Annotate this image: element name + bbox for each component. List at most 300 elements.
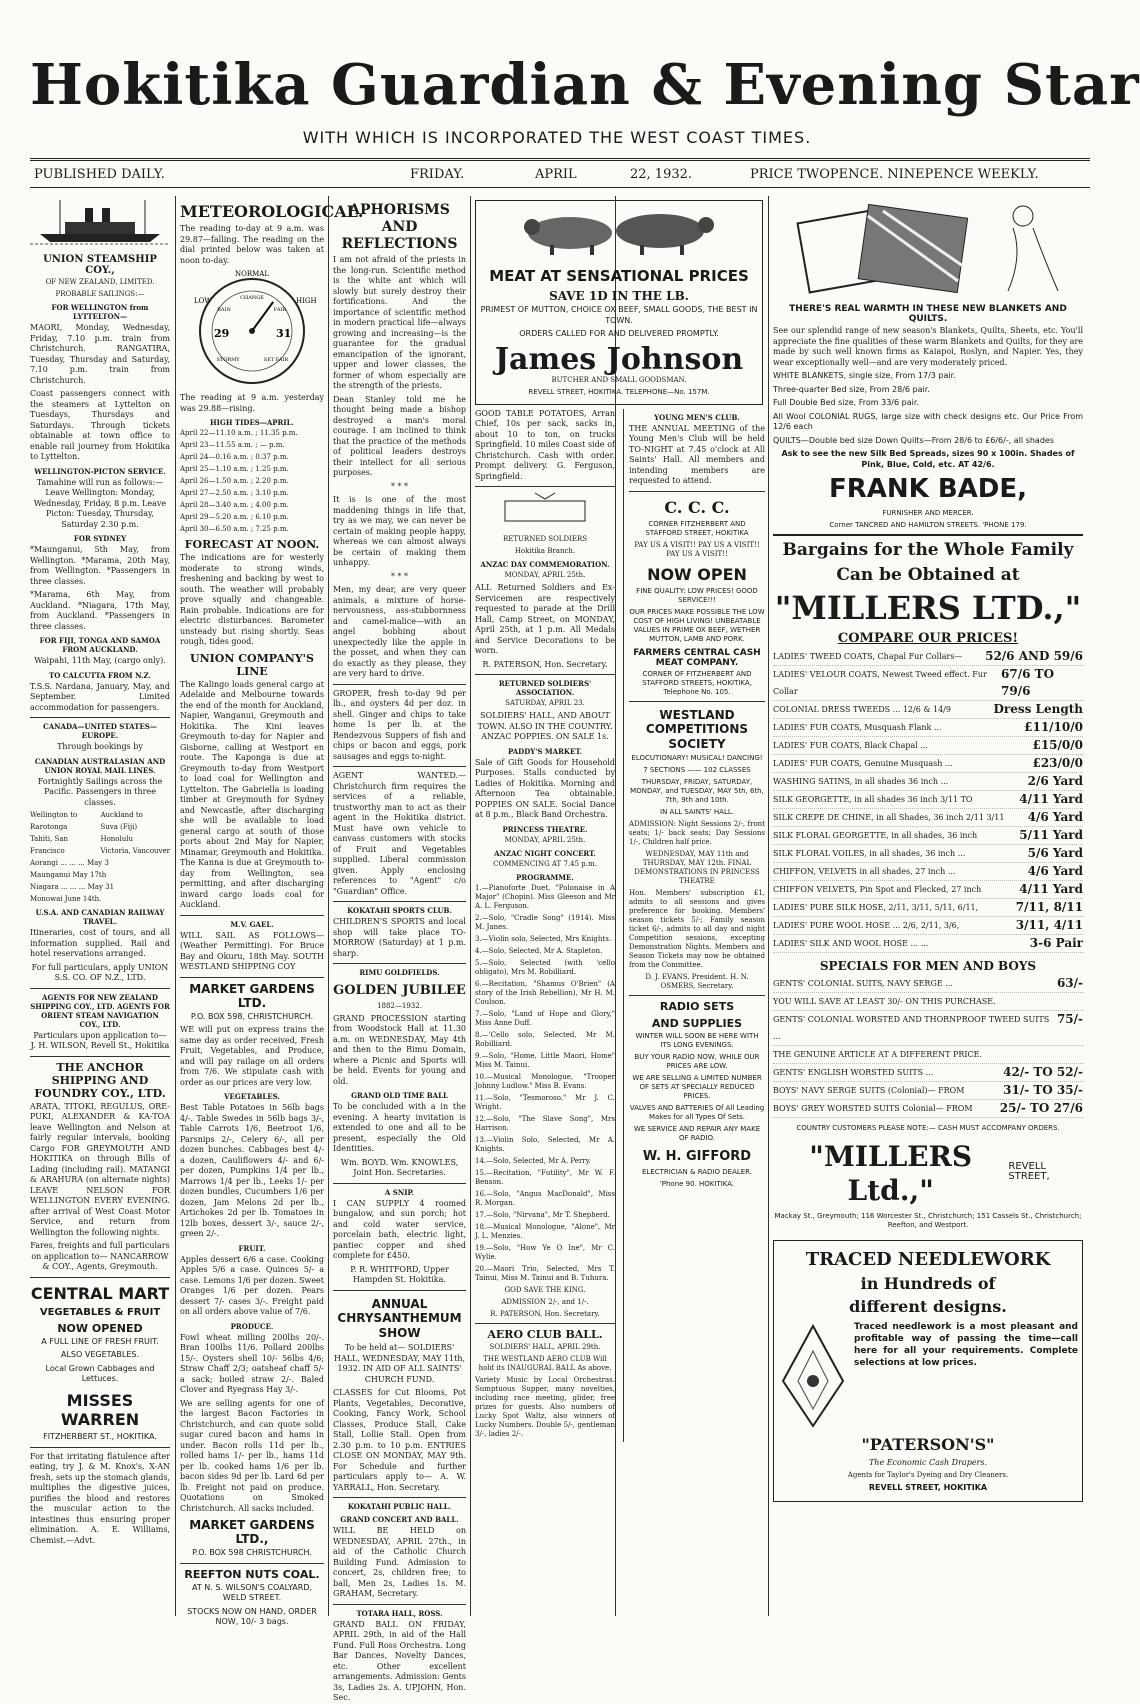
groper-advert: GROPER, fresh to-day 9d per lb., and oysters 4d per doz. in shell. Ginger and chips to take home 1s per lb. at the Rendezvous Suppers of fish and chips or bacon and eggs, pork sausages and eggs to-night. bbox=[333, 688, 466, 761]
dial-number: 31 bbox=[276, 327, 292, 341]
company-subname: OF NEW ZEALAND, LIMITED. bbox=[45, 278, 155, 286]
paddys-market-heading: PADDY'S MARKET. bbox=[507, 746, 583, 756]
specials-heading: SPECIALS FOR MEN AND BOYS bbox=[819, 959, 1037, 974]
blanket-price: WHITE BLANKETS, single size, From 17/3 pair. bbox=[773, 371, 956, 380]
price-item: BOYS' GREY WORSTED SUITS Colonial— FROM bbox=[773, 1104, 973, 1114]
competitions-venue: IN ALL SAINTS' HALL. bbox=[660, 808, 734, 817]
gael-heading: M.V. GAEL. bbox=[230, 919, 274, 929]
now-open-heading: NOW OPEN bbox=[647, 564, 747, 584]
canada-text-2: Fortnightly Sailings across the Pacific. Passengers in three classes. bbox=[37, 776, 163, 807]
route-right: Honolulu bbox=[100, 835, 134, 843]
dial-label: NORMAL bbox=[234, 270, 270, 279]
anzac-text: ALL Returned Soldiers and Ex-Servicemen are respectively requested to parade at the Drill Hall, Camp Street, on MONDAY, April 25th, at 1 p.m. All Medals and Service Decorations to be worn. bbox=[475, 583, 615, 655]
barometer-dial bbox=[180, 269, 324, 389]
kokatahi-sports-text: CHILDREN'S SPORTS and local shop will take place TO-MORROW (Saturday) at 1 p.m. sharp. bbox=[333, 917, 466, 958]
millers-street: REVELL STREET, bbox=[1008, 1160, 1050, 1183]
anzac-date: MONDAY, APRIL 25th. bbox=[504, 571, 586, 579]
price-row bbox=[773, 1082, 1083, 1100]
patersons-agents: Agents for Taylor's Dyeing and Dry Cleaners. bbox=[847, 1471, 1009, 1480]
column-weather bbox=[180, 196, 364, 1627]
dial-label: STORMY bbox=[216, 357, 240, 364]
needlework-heading-2: in Hundreds of bbox=[860, 1274, 996, 1294]
competitions-admission: ADMISSION: Night Sessions 2/-, front seats; 1/- back seats; Day Sessions 1/-, Children half price. bbox=[629, 820, 765, 847]
meat-heading: MEAT AT SENSATIONAL PRICES bbox=[489, 267, 749, 285]
meat-save: SAVE 1D IN THE LB. bbox=[549, 289, 689, 303]
james-johnson: James Johnson bbox=[494, 341, 744, 377]
market-gardens-address-2: P.O. BOX 598 CHRISTCHURCH. bbox=[192, 1548, 312, 1558]
ship-date: Maunganui May 17th bbox=[30, 871, 107, 879]
price-value: 4/6 Yard bbox=[1027, 864, 1083, 879]
meat-text-2: ORDERS CALLED FOR AND DELIVERED PROMPTLY. bbox=[519, 329, 719, 338]
dateline-price: PRICE TWOPENCE. NINEPENCE WEEKLY. bbox=[750, 167, 1039, 182]
price-row bbox=[773, 899, 1083, 917]
tide-row: April 26—1.50 a.m. ; 2.20 p.m. bbox=[180, 477, 289, 486]
jubilee-years: 1882—1932. bbox=[377, 1001, 422, 1010]
blankets-illustration bbox=[773, 196, 1083, 296]
programme-heading: PROGRAMME. bbox=[516, 872, 574, 882]
price-item: SILK FLORAL GEORGETTE, in all shades, 36 inch bbox=[773, 831, 978, 841]
dateline bbox=[30, 158, 1090, 188]
aphorisms-text: I am not afraid of the priests in the long-run. Scientific method is the white ant which will slowly but surely destroy their fortifications. And the importance of scientific method in modern practical life—always growing and increasing—is the guarantee for the gradual emancipation of the ignorant, upper and lower classes, the former of whom especially are the strength of the priests. bbox=[333, 255, 466, 391]
ccc-heading: C. C. C. bbox=[664, 497, 730, 517]
steamship-icon bbox=[30, 196, 170, 246]
column-drapery bbox=[773, 196, 1083, 1616]
competitions-demonstrations: WEDNESDAY, MAY 11th and THURSDAY, MAY 12th. FINAL DEMONSTRATIONS IN PRINCESS THEATRE bbox=[634, 850, 760, 886]
price-item: SILK GEORGETTE, in all shades 36 inch 3/11 TO bbox=[773, 795, 973, 805]
programme-item: 13.—Violin Solo, Selected, Mr A. Knights. bbox=[475, 1135, 615, 1153]
price-value: 5/11 Yard bbox=[1019, 828, 1083, 843]
jubilee-text: GRAND PROCESSION starting from Woodstock Hall at 11.30 a.m. on WEDNESDAY, May 4th and then to the Rimu Domain, where a Picnic and Sports will be held. Events for young and old. bbox=[333, 1013, 466, 1086]
needlework-pattern-icon bbox=[778, 1321, 848, 1431]
market-gardens-heading-2: MARKET GARDENS LTD., bbox=[189, 1518, 315, 1547]
price-row bbox=[773, 791, 1083, 809]
price-value: 4/11 Yard bbox=[1019, 792, 1083, 807]
programme-item: 8.—'Cello solo, Selected, Mr M. Robilliard. bbox=[475, 1030, 615, 1048]
canada-lines-heading: CANADIAN AUSTRALASIAN AND UNION ROYAL MAIL LINES. bbox=[34, 756, 166, 775]
subcolumn-right bbox=[623, 409, 765, 1442]
tide-row: April 29—5.20 a.m. ; 6.10 p.m. bbox=[180, 513, 289, 522]
column-meat-and-events bbox=[475, 196, 765, 1616]
price-value: 52/6 AND 59/6 bbox=[985, 649, 1083, 664]
old-time-ball-heading: GRAND OLD TIME BALL bbox=[351, 1091, 448, 1101]
price-item: GENTS' COLONIAL WORSTED AND THORNPROOF TWEED SUITS ... bbox=[773, 1015, 1050, 1042]
programme-item: 12.—Solo, "The Slave Song", Mrs Harrison. bbox=[475, 1114, 615, 1132]
programme-item: 3.—Violin solo, Selected, Mrs Knights. bbox=[475, 934, 612, 943]
met-text-2: The reading at 9 a.m. yesterday was 29.88—rising. bbox=[180, 393, 324, 413]
price-item: BOYS' NAVY SERGE SUITS (Colonial)— FROM bbox=[773, 1086, 965, 1096]
price-row bbox=[773, 737, 1083, 755]
misses-warren: MISSES WARREN bbox=[60, 1390, 140, 1429]
totara-hall-heading: TOTARA HALL, ROSS. bbox=[356, 1608, 443, 1618]
millers-heading-2: "MILLERS Ltd.," bbox=[809, 1140, 973, 1207]
dial-label: CHANGE bbox=[240, 295, 264, 302]
rsa-date: SATURDAY, APRIL 23. bbox=[505, 699, 585, 707]
price-row bbox=[773, 648, 1083, 666]
route-left: Francisco bbox=[30, 847, 65, 855]
price-row bbox=[773, 1100, 1083, 1118]
central-mart-text-3: Local Grown Cabbages and Lettuces. bbox=[45, 1363, 155, 1384]
chrysanthemum-text-2: CLASSES for Cut Blooms, Pot Plants, Vegetables, Decorative, Cooking, Fancy Work, School Classes, Produce Stall, Cake Stall, Lollie Stall. Open from 2.30 p.m. to 10 p.m. ENTRIES CLOSE ON MONDAY, MAY 9th. For Schedule and further particulars apply to— A. W. YARRALL, Hon. Secretary. bbox=[333, 1388, 466, 1492]
competitions-sections: 7 SECTIONS —— 102 CLASSES bbox=[643, 766, 751, 775]
price-value: 31/- TO 35/- bbox=[1003, 1083, 1083, 1098]
blanket-price: Full Double Bed size, From 33/6 pair. bbox=[773, 398, 919, 407]
meat-advert bbox=[475, 200, 763, 405]
route-right: Auckland to bbox=[100, 811, 143, 819]
james-johnson-trade: BUTCHER AND SMALL GOODSMAN. bbox=[551, 375, 687, 384]
tide-row: April 22—11.10 a.m. ; 11.35 p.m. bbox=[180, 429, 298, 438]
aero-club-heading: AERO CLUB BALL. bbox=[487, 1327, 603, 1341]
wellington-picton-heading: WELLINGTON-PICTON SERVICE. bbox=[34, 466, 166, 476]
price-item: LADIES' FUR COATS, Genuine Musquash ... bbox=[773, 759, 953, 769]
canada-text: Through bookings by bbox=[57, 742, 143, 751]
price-value: £11/10/0 bbox=[1024, 720, 1083, 735]
warmth-heading: THERE'S REAL WARMTH IN THESE NEW BLANKETS AND QUILTS. bbox=[789, 304, 1067, 324]
fruit-text: Apples dessert 6/6 a case. Cooking Apples 5/6 a case. Quinces 5/- a case. Lemons 1/6 per dozen. Sweet Oranges 1/6 per dozen. Pears dessert 7/- cases 3/-. Freight paid on all orders above value of 7/6. bbox=[180, 1254, 324, 1317]
programme-item: 10.—Musical Monologue, "Trooper Johnny Ludlow." Miss B. Evans. bbox=[475, 1072, 615, 1090]
column-rule bbox=[175, 196, 176, 1616]
vegetables-heading: VEGETABLES. bbox=[224, 1092, 280, 1102]
central-mart-sub-2: NOW OPENED bbox=[57, 1321, 143, 1335]
price-value: 4/6 Yard bbox=[1027, 810, 1083, 825]
compare-heading: COMPARE OUR PRICES! bbox=[837, 631, 1019, 647]
price-row bbox=[773, 701, 1083, 719]
agents-text: Particulars upon application to— J. H. WILSON, Revell St., Hokitika bbox=[30, 1030, 170, 1050]
dial-label: LOW bbox=[194, 297, 212, 306]
price-item: LADIES' PURE WOOL HOSE ... 2/6, 2/11, 3/6, bbox=[773, 921, 960, 931]
programme-item: 2.—Solo, "Cradle Song" (1914). Miss M. Janes. bbox=[475, 913, 615, 931]
produce-text-2: We are selling agents for one of the largest Bacon Factories in Christchurch, and can quote solid sugar cured bacon and hams in under. Bacon rolls 11d per lb., rolled hams 1/- per lb., hams 11d per lb. cooked hams 1/6 per lb. bacon sides 9d per lb. Lard 6d per lb. Freight not paid on produce. Quotations on Smoked Christchurch. All sacks included. bbox=[180, 1398, 324, 1513]
meat-text: PRIMEST OF MUTTON, CHOICE OX BEEF, SMALL GOODS, THE BEST IN TOWN. bbox=[480, 305, 758, 325]
paddys-market-text: Sale of Gift Goods for Household Purposes. Stalls conducted by Ladies of Hokitika. Morning and Afternoon Tea obtainable. POPPIES ON SALE. Social Dance at 8 p.m., Black Band Orchestra. bbox=[475, 757, 615, 819]
central-mart-heading: CENTRAL MART bbox=[30, 1283, 170, 1303]
competitions-dates: THURSDAY, FRIDAY, SATURDAY, MONDAY, and TUESDAY, MAY 5th, 6th, 7th, 9th and 10th. bbox=[630, 778, 764, 805]
produce-heading: PRODUCE. bbox=[230, 1321, 274, 1331]
chrysanthemum-text: To be held at— SOLDIERS' HALL, WEDNESDAY, MAY 11th, 1932. IN AID OF ALL SAINTS' CHURCH FUND. bbox=[333, 1343, 466, 1384]
now-open-text-2: OUR PRICES MAKE POSSIBLE THE LOW COST OF HIGH LIVING! UNBEATABLE VALUES IN PRIME OX BEEF, WETHER MUTTON, LAMB AND PORK. bbox=[629, 607, 765, 643]
competitions-text: ELOCUTIONARY! MUSICAL! DANCING! bbox=[631, 754, 763, 763]
forecast-heading: FORECAST AT NOON. bbox=[184, 538, 320, 552]
price-row bbox=[773, 917, 1083, 935]
agents-heading: AGENTS FOR NEW ZEALAND SHIPPING COY., LTD. AGENTS FOR ORIENT STEAM NAVIGATION COY., LTD. bbox=[30, 992, 170, 1029]
dateline-day: FRIDAY. bbox=[410, 167, 465, 182]
vegetables-text: Best Table Potatoes in 56lb bags 4/-. Table Swedes in 56lb bags 3/-, Table Carrots 1/6, Beetroot 1/6, Parsnips 2/-, Celery 6/-, all per dozen bunches. Cabbages best 4/- a dozen, Cauliflowers 4/- and 6/- per dozen, Pumpkins 1/4 per lb., Marrows 1/4 per lb., Leeks 1/- per dozen bundles, Cucumbers 1/6 per dozen, Jam Melons 2d per lb., Artichokes 2d per lb. Tomatoes in 12lb boxes, dessert 3/-, sauce 2/-, green 2/-. bbox=[180, 1103, 324, 1239]
price-value: 63/- bbox=[1056, 976, 1083, 991]
kokatahi-sports-heading: KOKATAHI SPORTS CLUB. bbox=[347, 906, 452, 916]
millers-heading: "MILLERS LTD.," bbox=[774, 588, 1082, 627]
dial-label: FAIR bbox=[273, 307, 287, 314]
sailings-text-2: Coast passengers connect with the steamers at Lyttelton on Tuesdays, Thursdays and Saturdays. Through tickets obtainable at town office to enable rail journey from Hokitika to Lyttelton. bbox=[30, 389, 170, 461]
programme-item: 5.—Solo, Selected (with 'cello obligato), Mrs M. Robilliard. bbox=[475, 958, 615, 976]
price-row bbox=[773, 755, 1083, 773]
radio-text: WINTER WILL SOON BE HERE WITH ITS LONG EVENINGS. bbox=[635, 1032, 759, 1050]
price-item: LADIES' SILK AND WOOL HOSE ... ... bbox=[773, 939, 929, 949]
programme-item: 19.—Solo, "How Ye O Ine", Mr C. Wylie. bbox=[475, 1243, 615, 1261]
calcutta-heading: TO CALCUTTA FROM N.Z. bbox=[49, 670, 151, 680]
price-item: LADIES' VELOUR COATS, Newest Tweed effect. Fur Collar bbox=[773, 670, 987, 697]
column-rule bbox=[768, 196, 769, 1616]
rsa-text: SOLDIERS' HALL, AND ABOUT TOWN. ALSO IN THE COUNTRY. ANZAC POPPIES. ON SALE 1s. bbox=[477, 711, 613, 741]
price-item: THE GENUINE ARTICLE AT A DIFFERENT PRICE. bbox=[773, 1050, 983, 1060]
aero-club-date: SOLDIERS' HALL, APRIL 29th. bbox=[489, 1342, 601, 1351]
radio-text-5: WE SERVICE AND REPAIR ANY MAKE OF RADIO. bbox=[633, 1125, 761, 1143]
split-subcolumns bbox=[475, 409, 765, 1442]
column-rule bbox=[470, 196, 471, 1616]
frank-bade: FRANK BADE, bbox=[828, 474, 1028, 504]
programme-item: 14.—Solo, Selected, Mr A. Perry. bbox=[475, 1156, 591, 1165]
price-item: GENTS' COLONIAL SUITS, NAVY SERGE ... bbox=[773, 979, 953, 989]
sydney-text: *Maunganui, 5th May, from Wellington. *Marama, 20th May, from Wellington. *Passengers in three classes. bbox=[30, 545, 170, 586]
ship-date: Monowai June 14th. bbox=[30, 895, 102, 903]
market-gardens-text: WE will put on express trains the same day as order received, Fresh Fruit, Vegetables, and Produce, and will pay railage on all orders from 7/6. We stipulate cash with order as our prices are very low. bbox=[180, 1025, 324, 1087]
subcolumn-left bbox=[475, 409, 615, 1442]
met-text: The reading to-day at 9 a.m. was 29.87—falling. The reading on the dial printed below was taken at noon to-day. bbox=[180, 224, 324, 265]
price-item: LADIES' PURE SILK HOSE, 2/11, 3/11, 5/11, 6/11, bbox=[773, 903, 979, 913]
anzac-signature: R. PATERSON, Hon. Secretary. bbox=[482, 659, 608, 669]
competitions-heading: WESTLAND COMPETITIONS SOCIETY bbox=[645, 707, 749, 751]
price-item: CHIFFON, VELVETS in all shades, 27 inch ... bbox=[773, 867, 956, 877]
price-item: WASHING SATINS, in all shades 36 inch ... bbox=[773, 777, 949, 787]
blanket-price: QUILTS—Double bed size Down Quilts—From 28/6 to £6/6/-, all shades bbox=[773, 435, 1055, 445]
tide-row: April 27—2.50 a.m. ; 3.10 p.m. bbox=[180, 489, 289, 498]
price-item: GENTS' ENGLISH WORSTED SUITS ... bbox=[773, 1068, 934, 1078]
programme-item: 16.—Solo, "Angus MacDonald", Miss R. Morgan. bbox=[475, 1189, 615, 1207]
route-left: Rarotonga bbox=[30, 823, 68, 831]
price-value: 25/- TO 27/6 bbox=[999, 1101, 1083, 1116]
blanket-price: All Wool COLONIAL RUGS, large size with check designs etc. Our Price From 12/6 each bbox=[773, 411, 1083, 431]
price-value: 75/- bbox=[1056, 1012, 1083, 1027]
programme-item: 11.—Solo, "Tesmoroso." Mr J. C. Wright. bbox=[475, 1093, 615, 1111]
farmers-meat-address: CORNER OF FITZHERBERT AND STAFFORD STREETS, HOKITIKA, Telephone No. 105. bbox=[642, 669, 752, 696]
aphorisms-heading: APHORISMS AND REFLECTIONS bbox=[341, 202, 458, 252]
snip-text: I CAN SUPPLY 4 roomed bungalow, and sun porch; hot and cold water service, porcelain bath, electric light, pantiec copper and shed complete for £450. bbox=[333, 1198, 466, 1261]
programme-item: 15.—Recitation, "Futility", Mr W. F. Benson. bbox=[475, 1168, 615, 1186]
agent-wanted-advert: AGENT WANTED.—Christchurch firm requires the services of a reliable, trustworthy man to act as their agent in the Hokitika district. Must have own vehicle to canvass customers with stocks of Fruit and Vegetables supplied. Liberal commission given. Apply enclosing references to "Agent" c/o "Guardian" Office. bbox=[333, 771, 466, 896]
sailings-subheading: FOR WELLINGTON from LYTTELTON— bbox=[51, 303, 149, 321]
calcutta-text: T.S.S. Nardana, January, May, and September. Limited accommodation for passengers. bbox=[30, 681, 170, 712]
tides-heading: HIGH TIDES—APRIL. bbox=[209, 418, 294, 428]
price-row bbox=[773, 993, 1083, 1011]
usa-text-2: For full particulars, apply UNION S.S. CO. OF N.Z., LTD. bbox=[31, 962, 169, 982]
blanket-price: Three-quarter Bed size, From 28/6 pair. bbox=[773, 384, 930, 394]
radio-heading: RADIO SETS bbox=[659, 1000, 735, 1014]
union-company-text: The Kalingo loads general cargo at Adelaide and Melbourne towards the end of the month for Auckland, Napier, Wanganui, Greymouth and Hokitika. The Kini leaves Greymouth to-day for Napier and Gisborne, calling at Westport en route. The Kaponga is due at Greymouth to-day from Westport to load coal for Wellington and Lyttelton. The Gabriella is loading timber at Greymouth for Sydney and Newcastle, after discharging she will be available to load general cargo at south of those ports about 2nd May for Napier, Minamar, Greymouth and Hokitika. The Kanna is due at Greymouth to-day from Wellington, sea permitting, and after discharging inward cargo loads coal for Auckland. bbox=[180, 679, 324, 910]
frank-bade-trade: FURNISHER AND MERCER. bbox=[882, 509, 974, 518]
price-item: LADIES' TWEED COATS, Chapal Fur Collars— bbox=[773, 652, 963, 662]
tide-row: April 24—0.16 a.m. ; 0.37 p.m. bbox=[180, 453, 289, 462]
reefton-heading: REEFTON NUTS COAL. bbox=[184, 1567, 320, 1581]
men-price-list bbox=[773, 975, 1083, 1118]
jubilee-heading: GOLDEN JUBILEE bbox=[333, 983, 466, 999]
dial-label: RAIN bbox=[217, 307, 231, 314]
warmth-text: See our splendid range of new season's Blankets, Quilts, Sheets, etc. You'll appreciate the fine qualities of these warm Blankets and Quilts, for they are made by such well known firms as Kaiapoi, Roslyn, and Napier. Yes, they wear exceptionally well—and are very moderately priced. bbox=[773, 326, 1083, 367]
route-left: Wellington to bbox=[30, 811, 78, 819]
price-row bbox=[773, 881, 1083, 899]
tide-row: April 25—1.10 a.m. ; 1.25 p.m. bbox=[180, 465, 289, 474]
james-johnson-address: REVELL STREET, HOKITIKA. TELEPHONE—No. 157M. bbox=[528, 387, 710, 396]
aphorisms-text-4: Men, my dear, are very queer animals, a mixture of horse-nervousness, ass-stubbornness and camel-malice—with an angel bobbing about unexpectedly like the apple in the posset, and when they can do exactly as they please, they are very hard to drive. bbox=[333, 585, 466, 679]
anchor-text: ARATA, TITOKI, REGULUS, ORE-PUKI, ALEXANDER & KA-TOA leave Wellington and Nelson at fairly regular intervals, booking Cargo FOR GREYMOUTH AND HOKITIKA on through Bills of Lading (including rail). MATANGI & ARAHURA (on alternate nights) LEAVE NELSON FOR WELLINGTON EVERY EVENING. after arrival of West Coast Motor Service, and return from Wellington the following nights. bbox=[30, 1101, 170, 1237]
old-time-ball-text: To be concluded with a in the evening. A hearty invitation is extended to one and all to be present, especially the Old Identities. bbox=[333, 1102, 466, 1154]
programme-item: 1.—Pianoforte Duet, "Polonaise in A Major" (Chopin). Miss Gleeson and Mr A. L. Ferguson. bbox=[475, 883, 615, 910]
price-value: Dress Length bbox=[993, 702, 1083, 717]
programme-item: 9.—Solo, "Home, Little Maori, Home" Miss M. Tainui. bbox=[475, 1051, 615, 1069]
anchor-text-2: Fares, freights and full particulars on application to— NANCARROW & COY., Agents, Greymouth. bbox=[30, 1241, 170, 1271]
price-item: SILK FLORAL VOILES, in all shades, 36 inch ... bbox=[773, 849, 966, 859]
meteorological-heading: METEOROLOGICAL. bbox=[180, 202, 364, 221]
anzac-heading: ANZAC DAY COMMEMORATION. bbox=[480, 560, 610, 569]
price-row bbox=[773, 845, 1083, 863]
dial-number: 29 bbox=[214, 327, 230, 341]
reefton-text: AT N. S. WILSON'S COALYARD, WELD STREET. bbox=[191, 1582, 313, 1603]
old-time-ball-signature: Wm. BOYD. Wm. KNOWLES, Joint Hon. Secretaries. bbox=[340, 1157, 459, 1178]
union-company-heading: UNION COMPANY'S LINE bbox=[190, 651, 314, 678]
price-row bbox=[773, 863, 1083, 881]
forecast-text: The indications are for westerly moderate to strong winds, freshening and backing by west to south. The weather will probably prove squally and changeable. Rain probable. Indications are for electric disturbances. Barometer unsteady but rising shortly. Seas rough, tides good. bbox=[180, 553, 324, 647]
bargains-heading-2: Can be Obtained at bbox=[836, 564, 1020, 585]
column-aphorisms: APHORISMS AND REFLECTIONS I am not afraid of the priests in the long-run. Scientific method is the white ant which will slowly but surely destroy their fortifications. And the importance of scientific method in modern practical life—always growing and increasing—is the guarantee for the gradual emancipation of the ignorant, upper and lower classes, the former of whom especially are the strength of the priests. Dean Stanley told me he thought being made a bishop destroyed a man's moral courage. I am inclined to think that the practice of the methods of political leaders destroys their intellect for all serious purposes. * * * It is is one of the most maddening things in life that, try as we may, we can never be certain of making people happy, whereas we can almost always be certain of making them unhappy. * * * Men, my dear, are very queer animals, a mixture of horse-nervousness, ass-stubbornness and camel-malice—with an angel bobbing about unexpectedly like the apple in the posset, and when they can do exactly as they please, they are very hard to drive. GROPER, fresh to-day 9d per lb., and oysters 4d per doz. in shell. Ginger and chips to take home 1s per lb. at the Rendezvous Suppers of fish and chips or bacon and eggs, pork sausages and eggs to-night. AGENT WANTED.—Christchurch firm requires the services of a reliable, trustworthy man to act as their agent in the Hokitika district. Must have own vehicle to canvass customers with stocks of Fruit and Vegetables supplied. Liberal commission given. Apply enclosing references to "Agent" c/o "Guardian" Office. KOKATAHI SPORTS CLUB. CHILDREN'S SPORTS and local shop will take place TO-MORROW (Saturday) at 1 p.m. sharp. RIMU GOLDFIELDS. GOLDEN JUBILEE 1882—1932. GRAND PROCESSION starting from Woodstock Hall at 11.30 a.m. on WEDNESDAY, May 4th and then to the Rimu Domain, where a Picnic and Sports will be held. Events for young and old. GRAND OLD TIME BALL To be concluded with a in the evening. A hearty invitation is extended to one and all to be present, especially the Old Identities. Wm. BOYD. Wm. KNOWLES, Joint Hon. Secretaries. A SNIP. I CAN SUPPLY 4 roomed bungalow, and sun porch; hot and cold water service, porcelain bath, electric light, pantiec copper and shed complete for £450. P. R. WHITFORD, Upper Hampden St. Hokitika. ANNUAL CHRYSANTHEMUM SHOW To be held at— SOLDIERS' HALL, WEDNESDAY, MAY 11th, 1932. IN AID OF ALL SAINTS' CHURCH FUND. CLASSES for Cut Blooms, Pot Plants, Vegetables, Decorative, Cooking, Fancy Work, School Classes, Produce Stall, Cake Stall, Lollie Stall. Open from 2.30 p.m. to 10 p.m. ENTRIES CLOSE ON MONDAY, MAY 9th. For Schedule and further particulars apply to— A. W. YARRALL, Hon. Secretary. KOKATAHI PUBLIC HALL. GRAND CONCERT AND BALL. WILL BE HELD on WEDNESDAY, APRIL 27th., in aid of the Catholic Church Building Fund. Admission to concert, 2s, children free; to ball, Men 2s, Ladies 1s. M. GRAHAM, Secretary. TOTARA HALL, ROSS. GRAND BALL ON FRIDAY, APRIL 29th, in aid of the Hall Fund. Full Ross Orchestra. Long Bar Dances, Novelty Dances, etc. Other excellent arrangements. Admission: Gents 3s, Ladies 2s. A. UPJOHN, Hon. Sec. bbox=[333, 202, 466, 1703]
admission-signature: R. PATERSON, Hon. Secretary. bbox=[490, 1309, 600, 1318]
price-row bbox=[773, 1064, 1083, 1082]
price-row bbox=[773, 809, 1083, 827]
radio-text-4: VALVES AND BATTERIES Of All Leading Makes for all Types Of Sets. bbox=[629, 1104, 765, 1122]
niagara-text: *Marama, 6th May, from Auckland. *Niagara, 17th May, from Auckland. *Passengers in three classes. bbox=[30, 590, 170, 631]
needlework-advert bbox=[773, 1240, 1083, 1502]
anchor-heading: THE ANCHOR SHIPPING AND FOUNDRY COY., LTD. bbox=[34, 1060, 166, 1100]
price-row bbox=[773, 1046, 1083, 1064]
programme-item: 4.—Solo, Selected, Mr A. Stapleton. bbox=[475, 946, 603, 955]
princess-theatre-heading: PRINCESS THEATRE. bbox=[502, 824, 588, 834]
price-value: 3-6 Pair bbox=[1029, 936, 1083, 951]
aphorisms-text-3: It is is one of the most maddening things in life that, try as we may, we can never be certain of making people happy, whereas we can almost always be certain of making them unhappy. bbox=[333, 495, 466, 568]
market-gardens-address: P.O. BOX 598, CHRISTCHURCH. bbox=[190, 1011, 314, 1021]
ccc-address: CORNER FITZHERBERT AND STAFFORD STREET, HOKITIKA bbox=[645, 519, 749, 537]
patersons-address: REVELL STREET, HOKITIKA bbox=[868, 1483, 988, 1493]
gifford-trade: ELECTRICIAN & RADIO DEALER. bbox=[641, 1167, 753, 1176]
aero-club-text-2: Variety Music by Local Orchestras. Sumptuous Supper, many novelties, including race meeting, glider, free prizes for guests. Also numbers of Lucky Spot Waltz, also winners of Lucky Numbers. Double 5/-, gentleman 3/-, ladies 2/-. bbox=[475, 1375, 615, 1438]
price-list bbox=[773, 648, 1083, 953]
price-value: 2/6 Yard bbox=[1027, 774, 1083, 789]
radio-text-2: BUY YOUR RADIO NOW, WHILE OUR PRICES ARE LOW. bbox=[634, 1053, 760, 1071]
dateline-month: APRIL bbox=[535, 167, 577, 182]
programme-item: 18.—Musical Monologue, "Alone", Mr J. L. Menzies. bbox=[475, 1222, 615, 1240]
price-item: SILK CREPE DE CHINE, in all Shades, 36 inch 2/11 3/11 bbox=[773, 813, 1005, 823]
price-row bbox=[773, 827, 1083, 845]
dial-label: HIGH bbox=[296, 297, 317, 306]
central-mart-text: A FULL LINE OF FRESH FRUIT. bbox=[41, 1336, 159, 1346]
price-value: £23/0/0 bbox=[1032, 756, 1083, 771]
route-table bbox=[30, 811, 170, 859]
usa-heading: U.S.A. AND CANADIAN RAILWAY TRAVEL. bbox=[35, 908, 165, 926]
price-row bbox=[773, 773, 1083, 791]
gifford-heading: W. H. GIFFORD bbox=[642, 1149, 752, 1165]
price-item: COLONIAL DRESS TWEEDS ... 12/6 & 14/9 bbox=[773, 705, 951, 715]
programme-item: 17.—Solo, "Nirvana", Mr T. Shepherd. bbox=[475, 1210, 610, 1219]
kokatahi-hall-text: WILL BE HELD on WEDNESDAY, APRIL 27th., in aid of the Catholic Church Building Fund. Admission to concert, 2s, children free; to ball, Men 2s, Ladies 1s. M. GRAHAM, Secretary. bbox=[333, 1526, 466, 1599]
price-item: LADIES' FUR COATS, Musquash Flank ... bbox=[773, 723, 942, 733]
gael-text: WILL SAIL AS FOLLOWS— (Weather Permitting). For Bruce Bay and Okuru, 18th May. SOUTH WESTLAND SHIPPING COY bbox=[180, 930, 324, 972]
price-item: LADIES' FUR COATS, Black Chapal ... bbox=[773, 741, 928, 751]
millers-footer bbox=[773, 1136, 1083, 1211]
price-value: 5/6 Yard bbox=[1027, 846, 1083, 861]
sailings-heading: PROBABLE SAILINGS:— bbox=[55, 290, 145, 298]
rs-branch: Hokitika Branch. bbox=[514, 547, 576, 555]
now-open-text: FINE QUALITY: LOW PRICES! GOOD SERVICE!!! bbox=[636, 586, 758, 604]
farmers-meat-heading: FARMERS CENTRAL CASH MEAT COMPANY. bbox=[633, 647, 761, 668]
needlework-text: Traced needlework is a most pleasant and profitable way of passing the time—call here for all your requirements. Complete selections at low prices. bbox=[854, 1321, 1078, 1368]
cattle-illustration bbox=[480, 205, 756, 257]
price-item: CHIFFON VELVETS, Pin Spot and Flecked, 27 inch bbox=[773, 885, 982, 895]
kokatahi-hall-sub: GRAND CONCERT AND BALL. bbox=[340, 1515, 459, 1525]
price-value: 7/11, 8/11 bbox=[1015, 900, 1083, 915]
needlework-heading: TRACED NEEDLEWORK bbox=[805, 1248, 1051, 1270]
night-concert-heading: ANZAC NIGHT CONCERT. bbox=[494, 848, 596, 858]
programme-item: 7.—Solo, "Land of Hope and Glory," Miss Anne Duff. bbox=[475, 1009, 615, 1027]
fiji-text: Waipahi, 11th May, (cargo only). bbox=[34, 656, 166, 665]
wellington-picton-text: Tamahine will run as follows:— Leave Wellington: Monday, Wednesday, Friday, 8 p.m. Leave Picton: Tuesday, Thursday, Saturday 2.30 p.m. bbox=[33, 477, 167, 529]
price-item: YOU WILL SAVE AT LEAST 30/- ON THIS PURCHASE. bbox=[773, 997, 996, 1007]
bedspreads-text: Ask to see the new Silk Bed Spreads, sizes 90 x 100in. Shades of Pink, Blue, Cold, etc. AT 42/6. bbox=[781, 449, 1075, 469]
price-value: 3/11, 4/11 bbox=[1015, 918, 1083, 933]
princess-theatre-date: MONDAY, APRIL 25th. bbox=[504, 835, 586, 844]
price-row bbox=[773, 719, 1083, 737]
admission: ADMISSION 2/-, and 1/-. bbox=[501, 1297, 589, 1306]
aero-club-text: THE WESTLAND AERO CLUB Will hold its INAUGURAL BALL As above. bbox=[478, 1354, 612, 1372]
millers-branches: Mackay St., Greymouth; 116 Worcester St., Christchurch; 151 Cassels St., Christchurch; Reefton, and Westport. bbox=[774, 1211, 1082, 1229]
barometer-needle bbox=[252, 302, 273, 331]
canada-heading: CANADA—UNITED STATES—EUROPE. bbox=[43, 722, 157, 740]
tide-row: April 23—11.55 a.m. ; — p.m. bbox=[180, 441, 285, 450]
frank-bade-address: Corner TANCRED AND HAMILTON STREETS. 'PHONE 179. bbox=[829, 521, 1027, 530]
patersons-heading: "PATERSON'S" bbox=[861, 1434, 995, 1454]
column-shipping bbox=[30, 196, 170, 1616]
produce-text: Fowl wheat milling 200lbs 20/-. Bran 100lbs 11/6. Pollard 200lbs 15/-. Oysters shell 10/- 56lbs 4/6; Straw Chaff 2/3; oatsheaf chaff 5/- a sack; boiled straw 2/-. Baled Clover and Ryegrass Hay 3/-. bbox=[180, 1332, 324, 1395]
returned-soldiers-badge-icon bbox=[475, 491, 615, 531]
price-value: £15/0/0 bbox=[1032, 738, 1083, 753]
young-mens-club-heading: YOUNG MEN'S CLUB. bbox=[654, 412, 740, 422]
price-value: 67/6 TO 79/6 bbox=[1001, 667, 1055, 699]
dial-label: SET FAIR bbox=[263, 357, 289, 364]
tide-row: April 28—3.40 a.m. ; 4.00 p.m. bbox=[180, 501, 289, 510]
programme-item: 20.—Maori Trio, Selected, Mrs T. Tainui, Miss M. Tainui and B. Tuhura. bbox=[475, 1264, 615, 1282]
knox-advert: For that irritating flatulence after eating, try J. & M. Knox's, X-AN fresh, sets up the stomach glands, multiplies the digestive juices, purifies the blood and restores the muscular action to the intestines thus ensuring proper elimination. A. E. Williams, Chemist.—Advt. bbox=[30, 1451, 170, 1545]
route-right: Victoria, Vancouver bbox=[100, 847, 170, 855]
sailings-text: MAORI, Monday, Wednesday, Friday, 7.10 p.m. train from Christchurch. RANGATIRA, Tuesday, Thursday and Saturday, 7.10 p.m. train from Christchurch. bbox=[30, 323, 170, 385]
snip-heading: A SNIP. bbox=[384, 1187, 415, 1197]
programme-item: 6.—Recitation, "Shamus O'Brien" (A story of the Irish Rebellion), Mr H. M. Coulson. bbox=[475, 979, 615, 1006]
country-customers: COUNTRY CUSTOMERS PLEASE NOTE:— CASH MUST ACCOMPANY ORDERS. bbox=[796, 1124, 1060, 1133]
young-mens-club-text: THE ANNUAL MEETING of the Young Men's Club will be held TO-NIGHT at 7.45 o'clock at All Saints' Hall. All members and intending members are requested to attend. bbox=[629, 423, 765, 485]
radio-text-3: WE ARE SELLING A LIMITED NUMBER OF SETS AT SPECIALLY REDUCED PRICES. bbox=[632, 1074, 762, 1101]
reefton-text-2: STOCKS NOW ON HAND, ORDER NOW, 10/- 3 bags. bbox=[187, 1606, 317, 1627]
fruit-heading: FRUIT. bbox=[238, 1243, 266, 1253]
god-save-the-king: GOD SAVE THE KING. bbox=[504, 1285, 586, 1294]
masthead-title: Hokitika Guardian & Evening Star bbox=[30, 52, 1140, 118]
bargains-heading: Bargains for the Whole Family bbox=[782, 540, 1074, 561]
kokatahi-hall-heading: KOKATAHI PUBLIC HALL. bbox=[347, 1502, 452, 1512]
competitions-members: Hon. Members' subscription £1, admits to all sessions and gives preference for booking. Members' season tickets 5/-; Family season ticket 6/-, admits to all day and night Competition sessions, excepting Demonstration Nights. Members and Season Tickets may now be obtained from the Committee. bbox=[629, 889, 765, 970]
tide-row: April 30—6.50 a.m. ; 7.25 p.m. bbox=[180, 525, 289, 534]
competitions-signature: D. J. EVANS, President. H. N. OSMERS, Secretary. bbox=[645, 973, 749, 991]
aphorisms-text-2: Dean Stanley told me he thought being made a bishop destroyed a man's moral courage. I am inclined to think that the practice of the methods of political leaders destroys their intellect for all serious purposes. bbox=[333, 394, 466, 478]
gifford-phone: 'Phone 90. HOKITIKA. bbox=[659, 1179, 735, 1188]
price-row bbox=[773, 975, 1083, 993]
night-concert-time: COMMENCING AT 7.45 p.m. bbox=[493, 859, 597, 868]
route-left: Tahiti, San bbox=[30, 835, 69, 843]
price-row bbox=[773, 1011, 1083, 1046]
dateline-date: 22, 1932. bbox=[630, 167, 693, 182]
fiji-heading: FOR FIJI, TONGA AND SAMOA FROM AUCKLAND. bbox=[39, 636, 161, 654]
ship-date: Aorangi ... ... ... May 3 bbox=[30, 859, 109, 867]
